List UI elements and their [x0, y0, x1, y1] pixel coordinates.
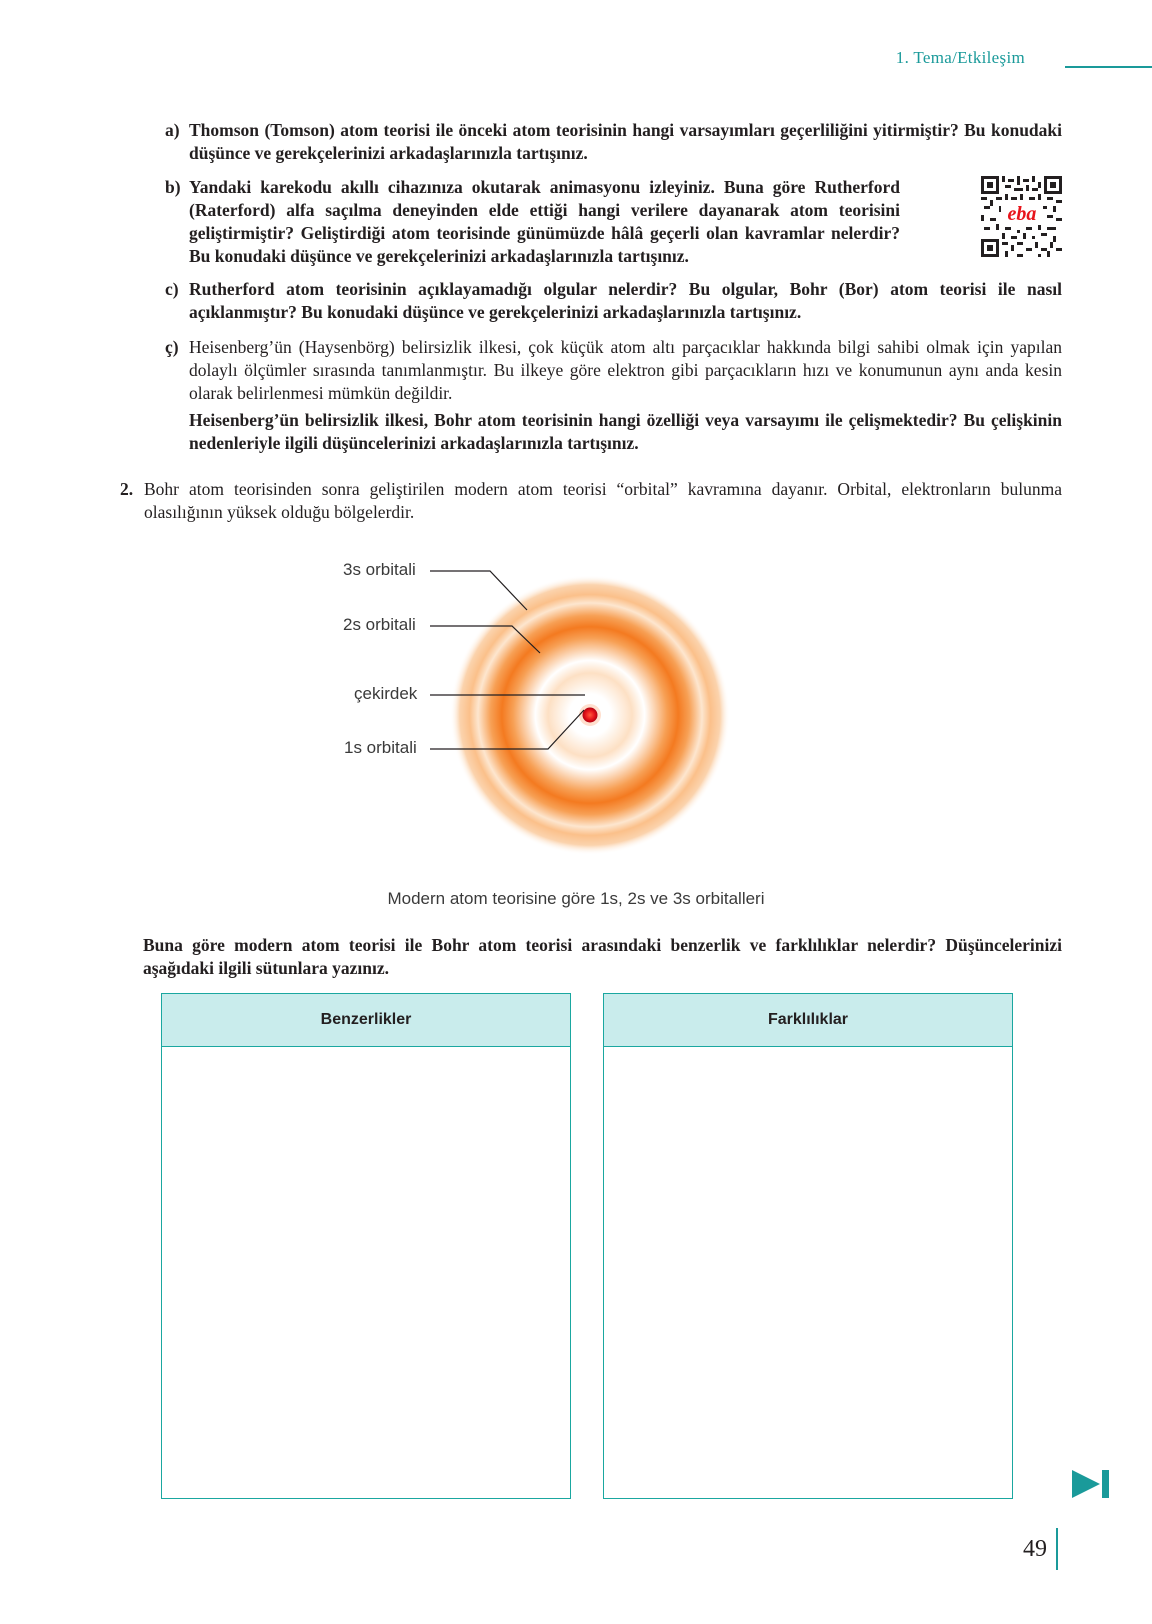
question-cc-label: ç) [165, 337, 179, 357]
similarities-header: Benzerlikler [162, 994, 570, 1047]
label-3s-orbital: 3s orbitali [343, 560, 416, 579]
section-title: 1. Tema/Etkileşim [895, 48, 1025, 67]
eba-logo: eba [1007, 203, 1037, 225]
question-c-text: Rutherford atom teorisinin açıklayamadığı olgular nelerdir? Bu olgular, Bohr (Bor) atom teorisi ile nasıl açıklanmıştır? Bu konudaki düşünce ve gerekçelerinizi arkadaşlarınızla tartışınız. [189, 279, 1062, 322]
question-cc-question-text: Heisenberg’ün belirsizlik ilkesi, Bohr atom teorisinin hangi özelliği veya varsayımı ile çelişmektedir? Bu çelişkinin nedenleriyle ilgili düşüncelerinizi arkadaşlarınızla tartışınız. [189, 410, 1062, 453]
question-b-text: Yandaki karekodu akıllı cihazınıza okutarak animasyonu izleyiniz. Buna göre Rutherford (Raterford) alfa saçılma deneyinden elde ettiği hangi verilere dayanarak atom teorisini geliştirmiştir? Geliştirdiği atom teorisinde günümüzde hâlâ geçerli olan kavramlar nelerdir? Bu konudaki düşünce ve gerekçelerinizi arkadaşlarınızla tartışınız. [189, 177, 900, 266]
label-1s-orbital: 1s orbitali [344, 738, 417, 757]
answer-prompt: Buna göre modern atom teorisi ile Bohr atom teorisi arasındaki benzerlik ve farklılıklar nelerdir? Düşüncelerinizi aşağıdaki ilgili sütunlara yazınız. [143, 935, 1062, 978]
figure-caption: Modern atom teorisine göre 1s, 2s ve 3s orbitalleri [387, 889, 765, 908]
orbital-figure [340, 560, 810, 880]
differences-column[interactable] [603, 993, 1013, 1499]
question-a-text: Thomson (Tomson) atom teorisi ile önceki atom teorisinin hangi varsayımları geçerliliğini yitirmiştir? Bu konudaki düşünce ve gerekçelerinizi arkadaşlarınızla tartışınız. [189, 120, 1062, 163]
page-number: 49 [1023, 1536, 1047, 1562]
nucleus-dot [583, 708, 598, 723]
question-b-label: b) [165, 177, 181, 197]
differences-header: Farklılıklar [604, 994, 1012, 1047]
question-cc-text: Heisenberg’ün (Haysenbörg) belirsizlik ilkesi, çok küçük atom altı parçacıklar hakkında bilgi sahibi olmak için yapılan dolaylı ölçümler sırasında tanımlanmıştır. Bu ilkeye göre elektron gibi parçacıkların hızı ve konumunun aynı anda kesin olarak belirlenmesi mümkün değildir. [189, 337, 1062, 403]
header-rule [1065, 66, 1152, 68]
similarities-column[interactable] [161, 993, 571, 1499]
question-c [165, 278, 1062, 324]
label-2s-orbital: 2s orbitali [343, 615, 416, 634]
question-a [165, 119, 1062, 165]
next-page-icon[interactable] [1070, 1468, 1112, 1500]
question-cc [165, 336, 1062, 405]
qr-code[interactable] [981, 176, 1062, 257]
question-b [165, 176, 900, 268]
question-c-label: c) [165, 279, 179, 299]
question-cc-question [165, 409, 1062, 455]
question-a-label: a) [165, 120, 180, 140]
label-nucleus: çekirdek [354, 684, 418, 703]
orbital-diagram [340, 560, 810, 880]
question-2-text: Bohr atom teorisinden sonra geliştirilen modern atom teorisi “orbital” kavramına dayanır. Orbital, elektronların bulunma olasılığının yüksek olduğu bölgelerdir. [144, 479, 1062, 522]
page-number-rule [1056, 1528, 1058, 1570]
question-2-number: 2. [120, 479, 134, 499]
question-2 [120, 478, 1062, 524]
